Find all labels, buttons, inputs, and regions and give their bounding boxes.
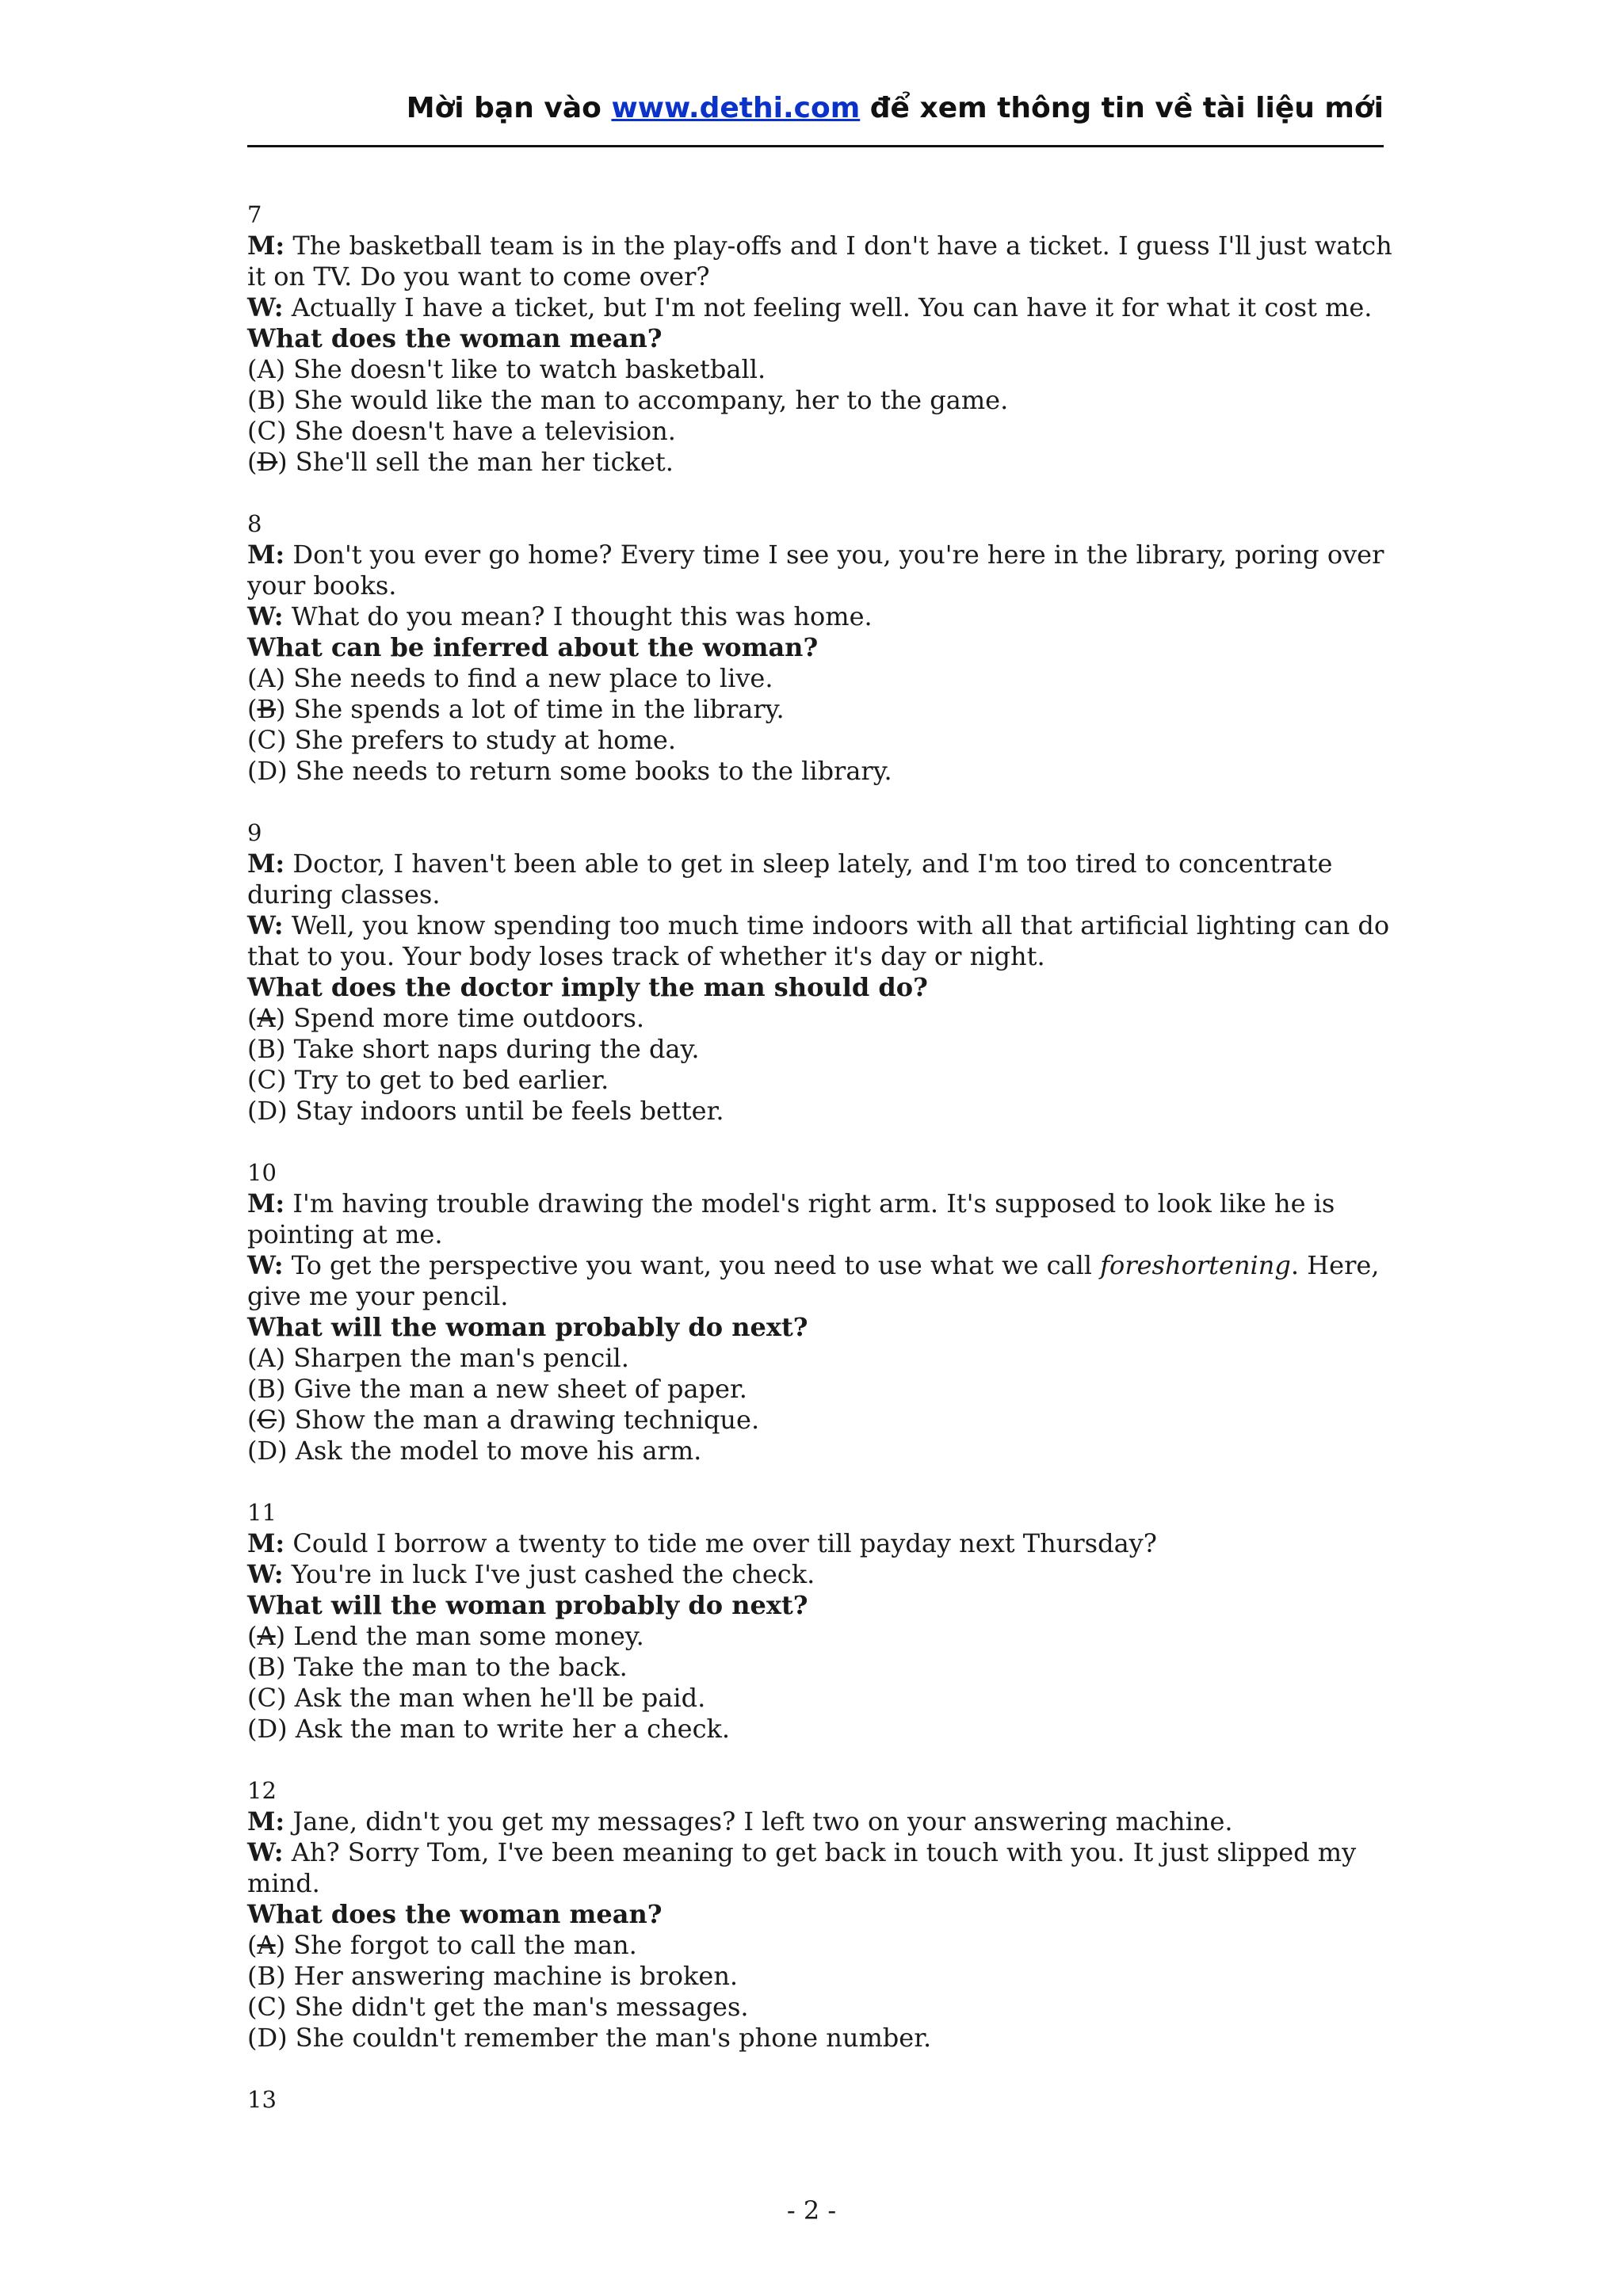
woman-line	[247, 601, 1396, 632]
option-a: (A) Spend more time outdoors.	[247, 1003, 645, 1033]
man-line	[247, 1188, 1396, 1250]
option-b: (B) Take the man to the back.	[247, 1652, 628, 1682]
question-prompt: What does the woman mean?	[247, 323, 663, 353]
option-c: (C) Try to get to bed earlier.	[247, 1065, 609, 1095]
question-9	[247, 818, 1396, 1127]
option-letter: C	[257, 1683, 277, 1713]
option-text: Ask the model to move his arm.	[287, 1436, 702, 1466]
option-letter: A	[257, 663, 276, 693]
option-b: (B) She would like the man to accompany, her to the game.	[247, 385, 1009, 415]
option-letter: B	[257, 1034, 276, 1064]
option-d: (D) She couldn't remember the man's phone number.	[247, 2023, 932, 2053]
option-letter: D	[257, 1096, 278, 1126]
woman-text: Well, you know spending too much time indoors with all that artificial lighting can do that to you. Your body loses track of whether it's day or night.	[247, 910, 1390, 971]
question-prompt: What does the woman mean?	[247, 1899, 663, 1929]
speaker-label-man: M:	[247, 849, 285, 879]
question-13	[247, 2084, 1396, 2115]
man-line	[247, 540, 1396, 601]
answer-marked-letter: A	[257, 1930, 276, 1960]
speaker-label-woman: W:	[247, 1250, 284, 1280]
option-letter: B	[257, 385, 276, 415]
answer-marked-letter: B	[257, 694, 276, 724]
option-a: (A) She doesn't like to watch basketball.	[247, 354, 766, 384]
option-a: (A) Sharpen the man's pencil.	[247, 1343, 629, 1373]
speaker-label-man: M:	[247, 1528, 285, 1558]
question-prompt: What will the woman probably do next?	[247, 1590, 808, 1620]
woman-text: Ah? Sorry Tom, I've been meaning to get back in touch with you. It just slipped my mind.	[247, 1837, 1357, 1898]
answer-marked-letter: D	[257, 447, 278, 477]
man-line	[247, 1528, 1396, 1559]
option-letter: D	[257, 2023, 278, 2053]
header-text-before: Mời bạn vào	[406, 92, 612, 124]
option-text: She doesn't like to watch basketball.	[285, 354, 766, 384]
option-letter: D	[257, 1714, 278, 1744]
question-prompt: What can be inferred about the woman?	[247, 632, 819, 662]
option-c: (C) She prefers to study at home.	[247, 725, 677, 755]
option-text: Take the man to the back.	[285, 1652, 628, 1682]
option-letter: C	[257, 416, 277, 446]
option-text: She would like the man to accompany, her to the game.	[285, 385, 1009, 415]
woman-text: Actually I have a ticket, but I'm not feeling well. You can have it for what it cost me.	[283, 292, 1373, 322]
woman-text-italic: foreshortening	[1100, 1250, 1291, 1280]
header-link[interactable]: www.dethi.com	[611, 92, 861, 124]
question-number: 8	[247, 510, 262, 537]
option-b: (B) Take short naps during the day.	[247, 1034, 700, 1064]
answer-marked-letter: A	[257, 1003, 276, 1033]
speaker-label-man: M:	[247, 1188, 285, 1219]
option-text: She spends a lot of time in the library.	[285, 694, 785, 724]
option-d: (D) She needs to return some books to the library.	[247, 756, 892, 786]
option-letter: D	[257, 1436, 278, 1466]
option-text: Ask the man when he'll be paid.	[286, 1683, 706, 1713]
speaker-label-man: M:	[247, 231, 285, 261]
option-c: (C) She didn't get the man's messages.	[247, 1992, 749, 2022]
speaker-label-man: M:	[247, 540, 285, 570]
answer-marked-letter: A	[257, 1621, 276, 1651]
option-letter: B	[257, 1652, 276, 1682]
speaker-label-man: M:	[247, 1806, 285, 1836]
option-text: Give the man a new sheet of paper.	[285, 1374, 747, 1404]
man-text: The basketball team is in the play-offs and I don't have a ticket. I guess I'll just watch it on TV. Do you want to come over?	[247, 231, 1392, 292]
question-prompt: What will the woman probably do next?	[247, 1312, 808, 1342]
woman-text: You're in luck I've just cashed the check.	[283, 1559, 815, 1589]
option-b: (B) Give the man a new sheet of paper.	[247, 1374, 747, 1404]
option-text: Stay indoors until be feels better.	[287, 1096, 724, 1126]
question-prompt: What does the doctor imply the man should do?	[247, 972, 928, 1002]
option-b: (B) She spends a lot of time in the library.	[247, 694, 785, 724]
option-c: (C) Show the man a drawing technique.	[247, 1405, 760, 1435]
answer-marked-letter: C	[257, 1405, 277, 1435]
option-text: She needs to find a new place to live.	[285, 663, 773, 693]
question-number: 10	[247, 1159, 277, 1186]
man-line	[247, 231, 1396, 292]
question-number: 13	[247, 2086, 277, 2113]
option-text: Spend more time outdoors.	[285, 1003, 645, 1033]
option-text: Ask the man to write her a check.	[287, 1714, 731, 1744]
option-text: She doesn't have a television.	[286, 416, 676, 446]
option-letter: B	[257, 1961, 276, 1991]
man-text: Could I borrow a twenty to tide me over till payday next Thursday?	[285, 1528, 1157, 1558]
woman-text: To get the perspective you want, you need to use what we call	[283, 1250, 1101, 1280]
option-text: She needs to return some books to the library.	[287, 756, 892, 786]
option-d: (D) Ask the model to move his arm.	[247, 1436, 702, 1466]
woman-line	[247, 910, 1396, 972]
option-d: (D) Ask the man to write her a check.	[247, 1714, 731, 1744]
option-letter: C	[257, 725, 277, 755]
option-text: Try to get to bed earlier.	[286, 1065, 609, 1095]
option-d: (D) Stay indoors until be feels better.	[247, 1096, 724, 1126]
question-11	[247, 1497, 1396, 1745]
option-letter: D	[257, 756, 278, 786]
option-text: She couldn't remember the man's phone number.	[287, 2023, 932, 2053]
option-a: (A) Lend the man some money.	[247, 1621, 644, 1651]
option-d: (D) She'll sell the man her ticket.	[247, 447, 674, 477]
speaker-label-woman: W:	[247, 601, 284, 631]
option-letter: A	[257, 354, 276, 384]
page-header	[247, 92, 1384, 124]
woman-text: What do you mean? I thought this was home.	[283, 601, 873, 631]
option-text: She didn't get the man's messages.	[286, 1992, 749, 2022]
option-text: She forgot to call the man.	[285, 1930, 637, 1960]
question-8	[247, 509, 1396, 787]
header-text-after: để xem thông tin về tài liệu mới	[860, 92, 1384, 124]
woman-line	[247, 1250, 1396, 1312]
option-letter: C	[257, 1992, 277, 2022]
option-a: (A) She needs to find a new place to live.	[247, 663, 773, 693]
option-text: Lend the man some money.	[285, 1621, 644, 1651]
question-7	[247, 200, 1396, 478]
woman-line	[247, 1559, 1396, 1590]
speaker-label-woman: W:	[247, 1837, 284, 1867]
option-text: Show the man a drawing technique.	[286, 1405, 760, 1435]
option-text: Take short naps during the day.	[285, 1034, 700, 1064]
man-text: Doctor, I haven't been able to get in sleep lately, and I'm too tired to concentrate during classes.	[247, 849, 1333, 910]
man-text: Jane, didn't you get my messages? I left two on your answering machine.	[285, 1806, 1233, 1836]
man-text: Don't you ever go home? Every time I see you, you're here in the library, poring over your books.	[247, 540, 1384, 601]
option-text: She prefers to study at home.	[286, 725, 677, 755]
option-text: Sharpen the man's pencil.	[285, 1343, 629, 1373]
question-number: 9	[247, 819, 262, 846]
option-letter: A	[257, 1343, 276, 1373]
option-text: Her answering machine is broken.	[285, 1961, 739, 1991]
option-a: (A) She forgot to call the man.	[247, 1930, 637, 1960]
man-text: I'm having trouble drawing the model's right arm. It's supposed to look like he is pointing at me.	[247, 1188, 1335, 1249]
woman-line	[247, 1837, 1396, 1899]
option-c: (C) She doesn't have a television.	[247, 416, 676, 446]
man-line	[247, 849, 1396, 910]
option-letter: C	[257, 1065, 277, 1095]
option-c: (C) Ask the man when he'll be paid.	[247, 1683, 706, 1713]
question-number: 12	[247, 1777, 277, 1804]
question-number: 7	[247, 201, 262, 228]
question-10	[247, 1158, 1396, 1466]
option-b: (B) Her answering machine is broken.	[247, 1961, 739, 1991]
speaker-label-woman: W:	[247, 292, 284, 322]
woman-text-end: . Here, give me your pencil.	[247, 1250, 1380, 1311]
woman-line	[247, 292, 1396, 323]
speaker-label-woman: W:	[247, 910, 284, 940]
option-letter: B	[257, 1374, 276, 1404]
man-line	[247, 1806, 1396, 1837]
page-number: - 2 -	[786, 2195, 837, 2225]
question-number: 11	[247, 1499, 277, 1526]
option-text: She'll sell the man her ticket.	[287, 447, 674, 477]
speaker-label-woman: W:	[247, 1559, 284, 1589]
question-list	[247, 200, 1396, 2115]
question-12	[247, 1775, 1396, 2054]
header-divider	[247, 145, 1384, 147]
